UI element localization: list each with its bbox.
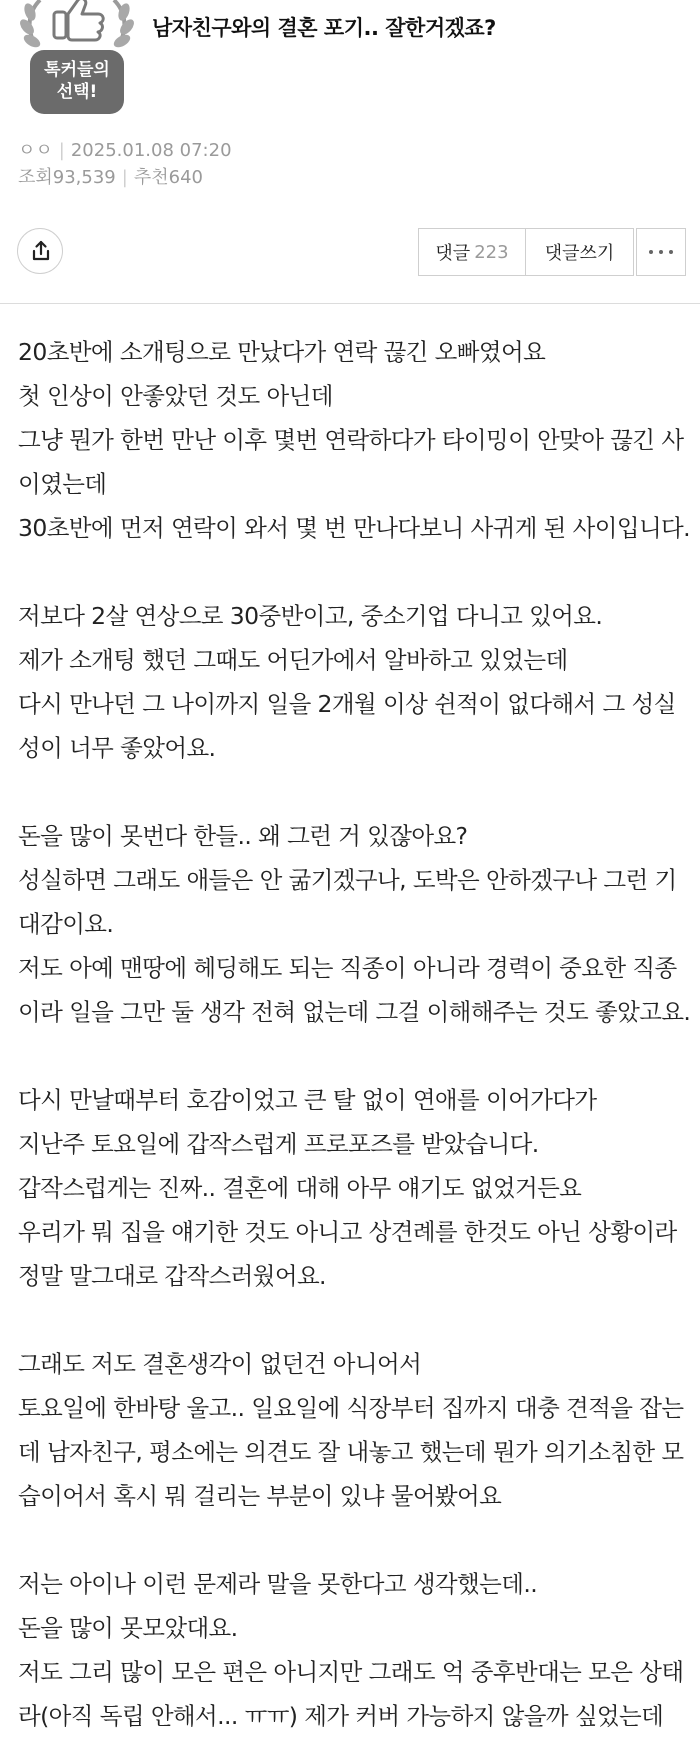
author-name[interactable]: ㅇㅇ [18,140,53,161]
page-title: 남자친구와의 결혼 포기.. 잘한거겠죠? [152,16,496,40]
post-meta-stats [18,163,203,189]
write-comment-button[interactable] [526,228,634,276]
body-line: 성이 너무 좋았어요. [18,734,216,762]
body-line: 30초반에 먼저 연락이 와서 몇 번 만나다보니 사귀게 된 사이입니다. [18,514,691,542]
body-line: 돈을 많이 못모았대요. [18,1614,238,1642]
badge-line-1: 톡커들의 [44,60,110,80]
meta-separator: | [58,140,65,161]
paragraph-break [18,1518,690,1562]
post-header [0,0,700,300]
body-line: 그래도 저도 결혼생각이 없던건 아니어서 [18,1350,422,1378]
comments-button[interactable] [418,228,526,276]
body-line: 이라 일을 그만 둘 생각 전혀 없는데 그걸 이해해주는 것도 좋았고요. [18,998,691,1026]
views-label: 조회 [18,167,53,188]
body-line: 습이어서 혹시 뭐 걸리는 부분이 있냐 물어봤어요 [18,1482,502,1510]
recommend-count: 640 [168,167,203,188]
talkers-choice-badge [18,0,136,126]
body-line: 제가 소개팅 했던 그때도 어딘가에서 알바하고 있었는데 [18,646,568,674]
body-line: 토요일에 한바탕 울고.. 일요일에 식장부터 집까지 대충 견적을 잡는 [18,1394,684,1422]
comments-count: 223 [474,241,509,263]
body-line: 정말 말그대로 갑작스러웠어요. [18,1262,326,1290]
body-line: 이였는데 [18,470,107,498]
share-button[interactable] [17,228,63,274]
body-line: 성실하면 그래도 애들은 안 굶기겠구나, 도박은 안하겠구나 그런 기 [18,866,677,894]
header-divider [0,303,700,304]
post-action-buttons [418,228,686,276]
body-line: 저도 아예 맨땅에 헤딩해도 되는 직종이 아니라 경력이 중요한 직종 [18,954,677,982]
body-line: 대감이요. [18,910,114,938]
paragraph-break [18,1034,690,1078]
body-line: 20초반에 소개팅으로 만났다가 연락 끊긴 오빠였어요 [18,338,546,366]
body-line: 첫 인상이 안좋았던 것도 아닌데 [18,382,333,410]
body-line: 저도 그리 많이 모은 편은 아니지만 그래도 억 중후반대는 모은 상태 [18,1658,684,1686]
body-line: 다시 만날때부터 호감이었고 큰 탈 없이 연애를 이어가다가 [18,1086,597,1114]
badge-label [30,50,124,114]
body-line: 우리가 뭐 집을 얘기한 것도 아니고 상견례를 한것도 아닌 상황이라 [18,1218,677,1246]
body-line: 다시 만나던 그 나이까지 일을 2개월 이상 쉰적이 없다해서 그 성실 [18,690,676,718]
body-line: 라(아직 독립 안해서... ㅠㅠ) 제가 커버 가능하지 않을까 싶었는데 [18,1702,664,1730]
body-line: 저는 아이나 이런 문제라 말을 못한다고 생각했는데.. [18,1570,538,1598]
post-meta-author-date [18,136,232,162]
more-options-button[interactable] [636,228,686,276]
body-line: 데 남자친구, 평소에는 의견도 잘 내놓고 했는데 뭔가 의기소침한 모 [18,1438,684,1466]
paragraph-break [18,770,690,814]
paragraph-break [18,1298,690,1342]
paragraph-break [18,550,690,594]
more-dots-icon [649,250,653,254]
body-line: 갑작스럽게는 진짜.. 결혼에 대해 아무 얘기도 없었거든요 [18,1174,582,1202]
comments-label: 댓글 [435,243,471,264]
body-line: 그냥 뭔가 한번 만난 이후 몇번 연락하다가 타이밍이 안맞아 끊긴 사 [18,426,684,454]
views-count: 93,539 [52,167,116,188]
body-line: 돈을 많이 못번다 한들.. 왜 그런 거 있잖아요? [18,822,468,850]
meta-separator: | [121,167,128,188]
share-icon [30,240,52,262]
body-line: 저보다 2살 연상으로 30중반이고, 중소기업 다니고 있어요. [18,602,603,630]
recommend-label: 추천 [133,167,169,188]
body-line: 지난주 토요일에 갑작스럽게 프로포즈를 받았습니다. [18,1130,539,1158]
write-comment-label: 댓글쓰기 [544,243,615,264]
badge-line-2: 선택! [56,82,98,102]
post-date: 2025.01.08 07:20 [70,140,232,161]
post-body [18,330,690,1738]
